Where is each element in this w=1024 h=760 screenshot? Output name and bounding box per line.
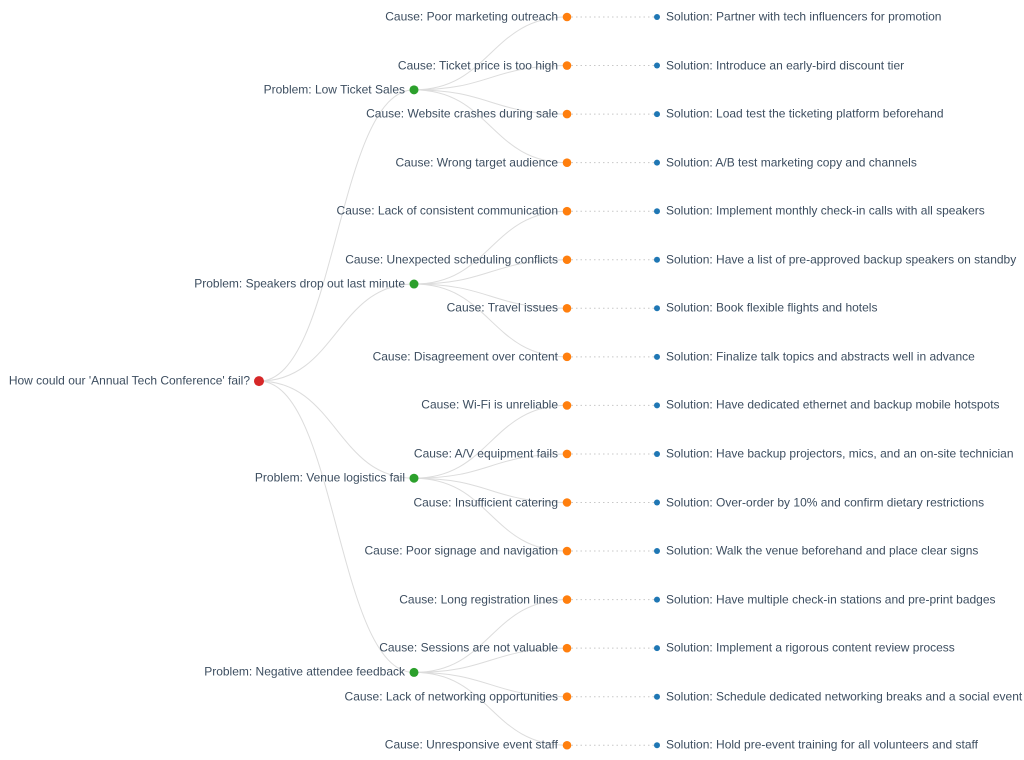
cause-label-2-1[interactable]: Cause: A/V equipment fails	[413, 446, 558, 461]
cause-label-3-2[interactable]: Cause: Lack of networking opportunities	[344, 689, 558, 704]
root-label[interactable]: How could our 'Annual Tech Conference' fail?	[8, 373, 250, 388]
solution-label-1-0[interactable]: Solution: Implement monthly check-in calls with all speakers	[666, 203, 985, 218]
cause-label-0-1[interactable]: Cause: Ticket price is too high	[397, 58, 558, 73]
cause-label-1-0[interactable]: Cause: Lack of consistent communication	[336, 203, 558, 218]
cause-label-0-3[interactable]: Cause: Wrong target audience	[395, 155, 558, 170]
solution-label-3-1[interactable]: Solution: Implement a rigorous content review process	[666, 640, 955, 655]
solution-label-3-3[interactable]: Solution: Hold pre-event training for all volunteers and staff	[666, 737, 978, 752]
solution-label-0-2[interactable]: Solution: Load test the ticketing platform beforehand	[666, 106, 944, 121]
solution-label-1-2[interactable]: Solution: Book flexible flights and hotels	[666, 300, 878, 315]
cause-label-2-0[interactable]: Cause: Wi-Fi is unreliable	[421, 397, 558, 412]
solution-label-3-0[interactable]: Solution: Have multiple check-in stations and pre-print badges	[666, 592, 996, 607]
problem-label-3[interactable]: Problem: Negative attendee feedback	[204, 664, 405, 679]
cause-label-3-1[interactable]: Cause: Sessions are not valuable	[379, 640, 558, 655]
solution-label-2-0[interactable]: Solution: Have dedicated ethernet and backup mobile hotspots	[666, 397, 1000, 412]
cause-label-3-0[interactable]: Cause: Long registration lines	[399, 592, 558, 607]
cause-label-0-0[interactable]: Cause: Poor marketing outreach	[385, 9, 558, 24]
problem-label-0[interactable]: Problem: Low Ticket Sales	[263, 82, 405, 97]
cause-label-2-3[interactable]: Cause: Poor signage and navigation	[364, 543, 558, 558]
solution-label-2-3[interactable]: Solution: Walk the venue beforehand and place clear signs	[666, 543, 979, 558]
solution-label-0-0[interactable]: Solution: Partner with tech influencers for promotion	[666, 9, 942, 24]
solution-label-3-2[interactable]: Solution: Schedule dedicated networking breaks and a social event	[666, 689, 1023, 704]
solution-label-0-1[interactable]: Solution: Introduce an early-bird discount tier	[666, 58, 905, 73]
cause-label-1-3[interactable]: Cause: Disagreement over content	[372, 349, 558, 364]
problem-label-1[interactable]: Problem: Speakers drop out last minute	[194, 276, 405, 291]
solution-label-1-1[interactable]: Solution: Have a list of pre-approved backup speakers on standby	[666, 252, 1017, 267]
solution-label-1-3[interactable]: Solution: Finalize talk topics and abstracts well in advance	[666, 349, 975, 364]
cause-label-1-1[interactable]: Cause: Unexpected scheduling conflicts	[345, 252, 558, 267]
cause-label-2-2[interactable]: Cause: Insufficient catering	[413, 495, 558, 509]
solution-label-0-3[interactable]: Solution: A/B test marketing copy and channels	[666, 155, 917, 170]
cause-label-3-3[interactable]: Cause: Unresponsive event staff	[384, 737, 558, 752]
cause-label-1-2[interactable]: Cause: Travel issues	[446, 300, 558, 315]
problem-label-2[interactable]: Problem: Venue logistics fail	[254, 470, 405, 485]
solution-label-2-1[interactable]: Solution: Have backup projectors, mics, and an on-site technician	[666, 446, 1014, 461]
solution-label-2-2[interactable]: Solution: Over-order by 10% and confirm dietary restrictions	[666, 495, 985, 509]
cause-label-0-2[interactable]: Cause: Website crashes during sale	[366, 106, 558, 121]
